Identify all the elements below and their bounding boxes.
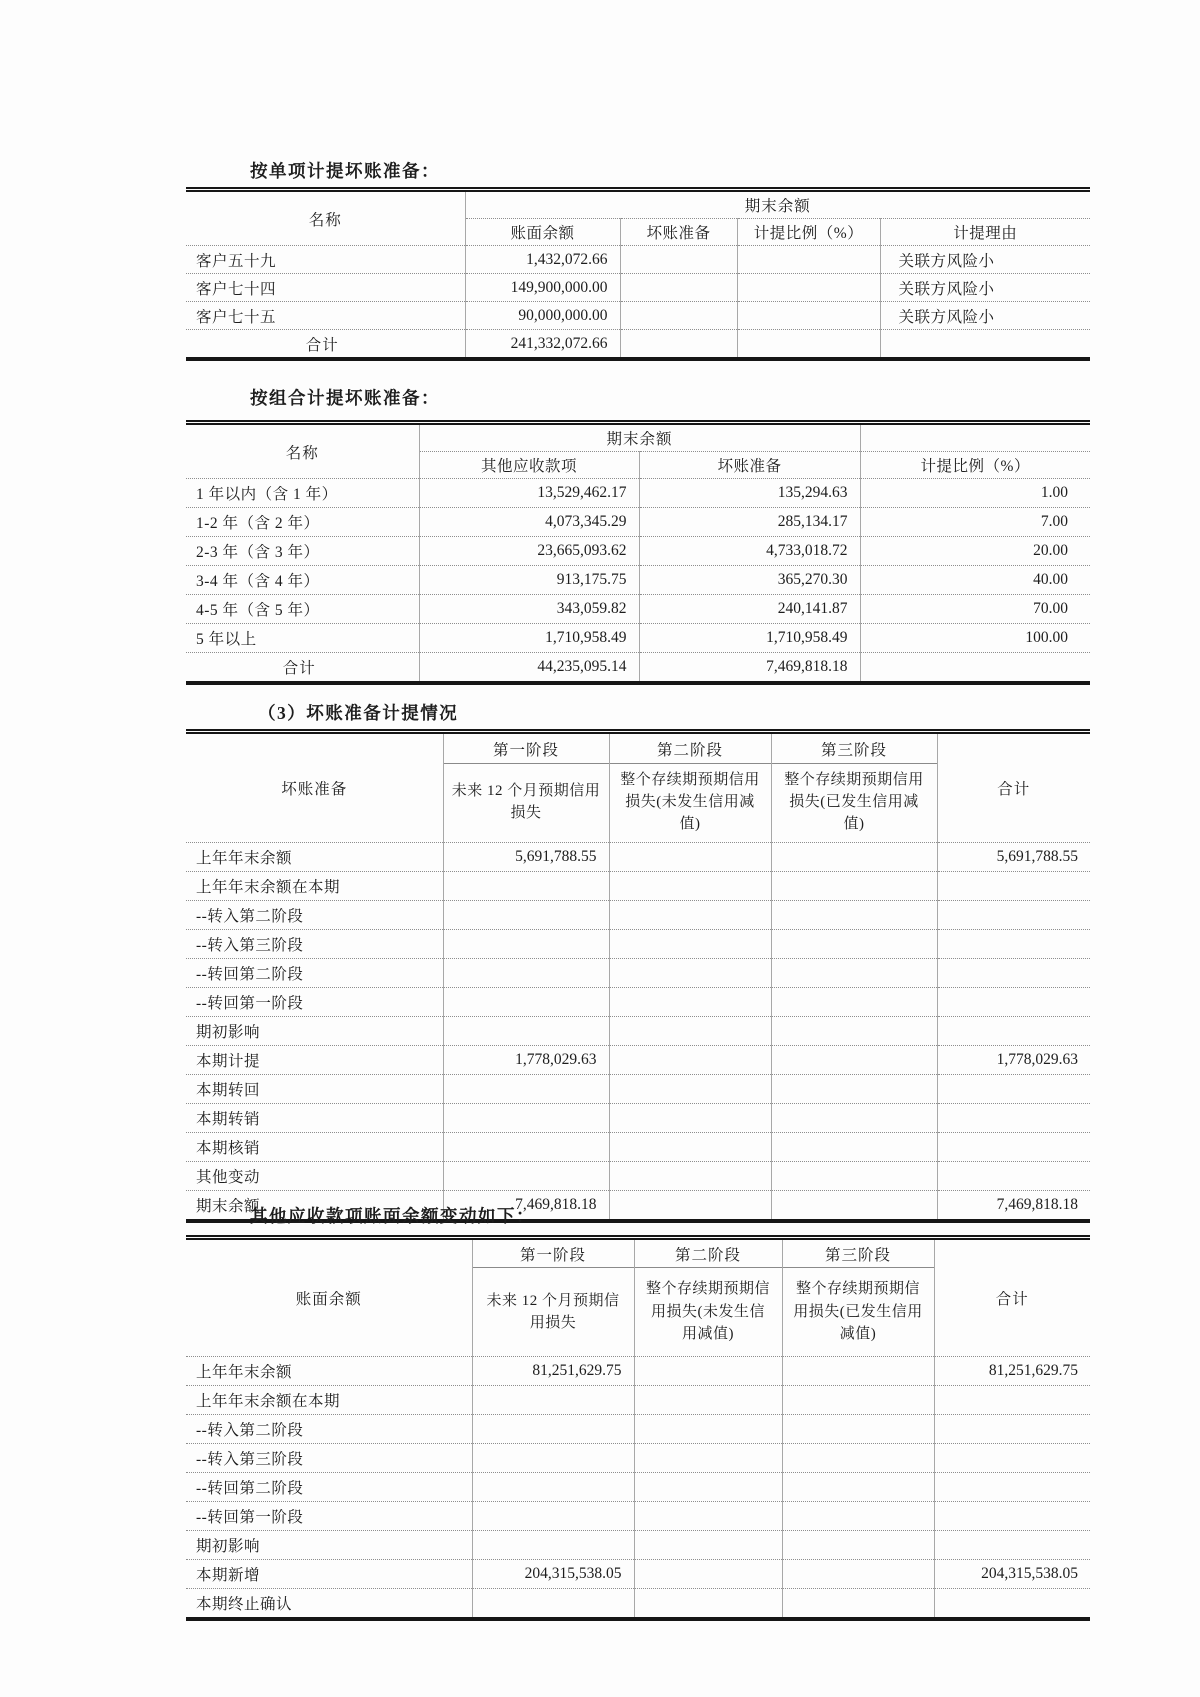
name-column-header: 坏账准备	[281, 781, 348, 798]
table-cell	[472, 1589, 634, 1620]
header-row	[186, 1238, 1090, 1268]
table-row	[186, 1162, 1090, 1191]
name-column-header: 账面余额	[295, 1291, 362, 1308]
stage1-header: 第一阶段	[472, 1238, 634, 1268]
portfolio-provision-table	[186, 420, 1090, 685]
row-label-cell: 3-4 年（含 4 年）	[186, 566, 419, 595]
table-cell	[937, 1133, 1090, 1162]
table-cell	[443, 1017, 609, 1046]
table-cell: 240,141.87	[639, 595, 860, 624]
total-column-header: 合计	[934, 1238, 1090, 1357]
table-row	[186, 1444, 1090, 1473]
table-cell	[937, 872, 1090, 901]
table-row	[186, 302, 1090, 330]
table-cell	[472, 1531, 634, 1560]
table-cell: 23,665,093.62	[419, 537, 639, 566]
table-cell	[937, 959, 1090, 988]
table-cell: 7,469,818.18	[937, 1191, 1090, 1222]
header-row	[186, 190, 1090, 219]
row-label-cell: 期初影响	[186, 1017, 443, 1046]
row-label-cell: 期末余额	[186, 1191, 443, 1222]
row-label-cell: 上年年末余额在本期	[186, 1386, 472, 1415]
table-cell	[620, 246, 737, 274]
table-row	[186, 1104, 1090, 1133]
row-label-cell: 其他变动	[186, 1162, 443, 1191]
table-row	[186, 537, 1090, 566]
name-column-header: 名称	[308, 211, 342, 229]
table-cell	[620, 330, 737, 360]
table-cell: 343,059.82	[419, 595, 639, 624]
bad-debt-provision-stages-table	[186, 729, 1090, 1223]
table-cell: 90,000,000.00	[465, 302, 620, 330]
table-cell	[609, 901, 771, 930]
table-cell: 4,073,345.29	[419, 508, 639, 537]
table-row	[186, 1531, 1090, 1560]
table-row	[186, 1133, 1090, 1162]
table-cell	[634, 1531, 782, 1560]
table-cell	[609, 1133, 771, 1162]
table-cell	[782, 1415, 934, 1444]
table-cell	[634, 1502, 782, 1531]
table-cell	[771, 959, 937, 988]
empty-header-cell	[860, 423, 1090, 452]
table-cell	[634, 1473, 782, 1502]
row-label-cell: 本期终止确认	[186, 1589, 472, 1620]
table-row	[186, 624, 1090, 653]
table-cell	[782, 1444, 934, 1473]
table-cell	[771, 1075, 937, 1104]
table-cell	[771, 901, 937, 930]
provision-reason-header: 计提理由	[880, 219, 1090, 246]
table-cell	[443, 1104, 609, 1133]
table-cell: 81,251,629.75	[472, 1357, 634, 1386]
table-row	[186, 988, 1090, 1017]
table-cell	[634, 1444, 782, 1473]
table-cell	[443, 930, 609, 959]
table-row	[186, 479, 1090, 508]
table-cell	[443, 1162, 609, 1191]
row-label-cell: --转入第三阶段	[186, 1444, 472, 1473]
total-label-cell: 合计	[186, 330, 465, 360]
table-cell	[737, 302, 880, 330]
table-cell	[472, 1473, 634, 1502]
table-cell	[609, 930, 771, 959]
table-cell	[782, 1502, 934, 1531]
table-cell	[771, 930, 937, 959]
table-cell	[934, 1589, 1090, 1620]
total-label-cell: 合计	[186, 653, 419, 684]
table-cell	[609, 1075, 771, 1104]
table-cell	[634, 1560, 782, 1589]
table-cell	[609, 959, 771, 988]
table-cell	[934, 1531, 1090, 1560]
table-row	[186, 959, 1090, 988]
table-row	[186, 595, 1090, 624]
table-cell	[934, 1415, 1090, 1444]
table-cell	[934, 1386, 1090, 1415]
table-cell	[771, 1133, 937, 1162]
table-cell: 13,529,462.17	[419, 479, 639, 508]
table-cell: 149,900,000.00	[465, 274, 620, 302]
table-row	[186, 1357, 1090, 1386]
table-cell: 70.00	[860, 595, 1090, 624]
row-label-cell: 上年年末余额	[186, 1357, 472, 1386]
table-cell: 365,270.30	[639, 566, 860, 595]
row-label-cell: 2-3 年（含 3 年）	[186, 537, 419, 566]
row-label-cell: 本期核销	[186, 1133, 443, 1162]
table-row	[186, 1386, 1090, 1415]
bad-debt-provision-header: 坏账准备	[639, 452, 860, 479]
stage2-header: 第二阶段	[609, 732, 771, 764]
row-label-cell: 本期新增	[186, 1560, 472, 1589]
row-label-cell: --转入第二阶段	[186, 901, 443, 930]
table-cell	[771, 1191, 937, 1222]
stage2-header: 第二阶段	[634, 1238, 782, 1268]
table-cell	[443, 901, 609, 930]
table-cell	[609, 843, 771, 872]
table-row	[186, 930, 1090, 959]
table-row	[186, 508, 1090, 537]
table-cell	[634, 1386, 782, 1415]
table-cell	[771, 1162, 937, 1191]
table-cell	[880, 330, 1090, 360]
table-cell	[771, 1046, 937, 1075]
table-cell	[937, 901, 1090, 930]
ending-balance-group-header: 期末余额	[465, 190, 1090, 219]
table-cell	[737, 274, 880, 302]
table-cell: 7,469,818.18	[639, 653, 860, 684]
stage1-description: 未来 12 个月预期信用损失	[472, 1268, 634, 1357]
table-cell: 100.00	[860, 624, 1090, 653]
row-label-cell: 4-5 年（含 5 年）	[186, 595, 419, 624]
row-label-cell: 本期转回	[186, 1075, 443, 1104]
table-cell	[634, 1357, 782, 1386]
book-balance-header: 账面余额	[465, 219, 620, 246]
row-label-cell: 1 年以内（含 1 年）	[186, 479, 419, 508]
table-row	[186, 872, 1090, 901]
stage1-header: 第一阶段	[443, 732, 609, 764]
table-cell: 5,691,788.55	[443, 843, 609, 872]
stage3-header: 第三阶段	[782, 1238, 934, 1268]
table-cell	[937, 988, 1090, 1017]
table-row	[186, 843, 1090, 872]
row-label-cell: --转回第一阶段	[186, 1502, 472, 1531]
table-cell: 1,432,072.66	[465, 246, 620, 274]
stage2-description: 整个存续期预期信用损失(未发生信用减值)	[634, 1268, 782, 1357]
table-cell: 204,315,538.05	[472, 1560, 634, 1589]
table-cell	[609, 872, 771, 901]
table-cell	[472, 1502, 634, 1531]
table-cell	[937, 930, 1090, 959]
table-cell	[443, 1133, 609, 1162]
table-cell	[771, 1017, 937, 1046]
table-cell	[609, 1046, 771, 1075]
table-cell	[443, 872, 609, 901]
table-cell	[609, 1017, 771, 1046]
table-cell	[937, 1104, 1090, 1133]
section4-title: 其他应收款项账面余额变动如下：	[250, 1206, 535, 1226]
table-cell	[771, 843, 937, 872]
table-cell	[771, 1104, 937, 1133]
provision-ratio-header: 计提比例（%）	[860, 452, 1090, 479]
row-label-cell: 1-2 年（含 2 年）	[186, 508, 419, 537]
table-cell	[620, 302, 737, 330]
row-label-cell: 期初影响	[186, 1531, 472, 1560]
table-cell	[609, 1191, 771, 1222]
table-row	[186, 1473, 1090, 1502]
row-label-cell: --转入第三阶段	[186, 930, 443, 959]
table-cell: 241,332,072.66	[465, 330, 620, 360]
row-label-cell: --转入第二阶段	[186, 1415, 472, 1444]
row-label-cell: 客户五十九	[186, 246, 465, 274]
total-column-header: 合计	[937, 732, 1090, 843]
table-cell: 1,778,029.63	[443, 1046, 609, 1075]
stage3-description: 整个存续期预期信用损失(已发生信用减值)	[771, 764, 937, 843]
table-row	[186, 1075, 1090, 1104]
ending-balance-group-header: 期末余额	[419, 423, 860, 452]
table-cell: 7,469,818.18	[443, 1191, 609, 1222]
header-row	[186, 423, 1090, 452]
table-cell	[771, 872, 937, 901]
bad-debt-provision-header: 坏账准备	[620, 219, 737, 246]
section3-title: （3）坏账准备计提情况	[258, 703, 459, 723]
table-cell	[937, 1162, 1090, 1191]
table-cell	[737, 246, 880, 274]
table-cell: 135,294.63	[639, 479, 860, 508]
section1-title: 按单项计提坏账准备：	[250, 161, 440, 181]
table-cell	[782, 1386, 934, 1415]
table-cell	[620, 274, 737, 302]
header-row	[186, 732, 1090, 764]
row-label-cell: 客户七十四	[186, 274, 465, 302]
table-cell: 40.00	[860, 566, 1090, 595]
stage2-description: 整个存续期预期信用损失(未发生信用减值)	[609, 764, 771, 843]
row-label-cell: 本期转销	[186, 1104, 443, 1133]
table-cell	[443, 1075, 609, 1104]
table-cell	[609, 1162, 771, 1191]
stage1-description: 未来 12 个月预期信用损失	[443, 764, 609, 843]
stage3-description: 整个存续期预期信用损失(已发生信用减值)	[782, 1268, 934, 1357]
row-label-cell: --转回第一阶段	[186, 988, 443, 1017]
table-cell: 7.00	[860, 508, 1090, 537]
table-row	[186, 246, 1090, 274]
row-label-cell: 上年年末余额	[186, 843, 443, 872]
table-cell	[782, 1560, 934, 1589]
table-row	[186, 1502, 1090, 1531]
table-cell: 关联方风险小	[880, 246, 1090, 274]
table-cell	[443, 988, 609, 1017]
table-cell	[782, 1473, 934, 1502]
table-cell	[934, 1473, 1090, 1502]
table-cell	[934, 1444, 1090, 1473]
table-cell	[472, 1415, 634, 1444]
table-cell	[860, 653, 1090, 684]
table-cell: 20.00	[860, 537, 1090, 566]
table-cell	[634, 1589, 782, 1620]
table-cell	[472, 1386, 634, 1415]
table-cell: 1,710,958.49	[639, 624, 860, 653]
name-column-header: 名称	[285, 444, 319, 462]
table-cell: 913,175.75	[419, 566, 639, 595]
table-cell: 1.00	[860, 479, 1090, 508]
table-cell	[472, 1444, 634, 1473]
row-label-cell: 本期计提	[186, 1046, 443, 1075]
row-label-cell: --转回第二阶段	[186, 959, 443, 988]
table-cell: 关联方风险小	[880, 274, 1090, 302]
table-row	[186, 566, 1090, 595]
table-cell: 关联方风险小	[880, 302, 1090, 330]
table-cell	[443, 959, 609, 988]
table-cell	[737, 330, 880, 360]
table-row	[186, 274, 1090, 302]
table-row	[186, 1589, 1090, 1620]
table-cell	[609, 988, 771, 1017]
row-label-cell: 5 年以上	[186, 624, 419, 653]
row-label-cell: 上年年末余额在本期	[186, 872, 443, 901]
other-receivables-header: 其他应收款项	[419, 452, 639, 479]
table-row	[186, 901, 1090, 930]
individual-provision-table	[186, 187, 1090, 361]
table-row	[186, 1046, 1090, 1075]
table-cell: 1,710,958.49	[419, 624, 639, 653]
row-label-cell: --转回第二阶段	[186, 1473, 472, 1502]
total-row	[186, 330, 1090, 360]
table-cell: 5,691,788.55	[937, 843, 1090, 872]
section2-title: 按组合计提坏账准备：	[250, 388, 440, 408]
table-cell: 44,235,095.14	[419, 653, 639, 684]
table-cell	[937, 1075, 1090, 1104]
table-cell: 4,733,018.72	[639, 537, 860, 566]
table-cell: 81,251,629.75	[934, 1357, 1090, 1386]
table-cell	[934, 1502, 1090, 1531]
table-cell	[782, 1357, 934, 1386]
table-cell	[782, 1531, 934, 1560]
row-label-cell: 客户七十五	[186, 302, 465, 330]
table-cell: 1,778,029.63	[937, 1046, 1090, 1075]
table-cell	[609, 1104, 771, 1133]
table-cell	[771, 988, 937, 1017]
table-row	[186, 1415, 1090, 1444]
table-row	[186, 1560, 1090, 1589]
table-cell	[937, 1017, 1090, 1046]
table-cell: 204,315,538.05	[934, 1560, 1090, 1589]
total-row	[186, 653, 1090, 684]
provision-ratio-header: 计提比例（%）	[737, 219, 880, 246]
table-cell: 285,134.17	[639, 508, 860, 537]
book-balance-changes-table	[186, 1235, 1090, 1621]
stage3-header: 第三阶段	[771, 732, 937, 764]
table-row	[186, 1017, 1090, 1046]
table-cell	[782, 1589, 934, 1620]
table-cell	[634, 1415, 782, 1444]
